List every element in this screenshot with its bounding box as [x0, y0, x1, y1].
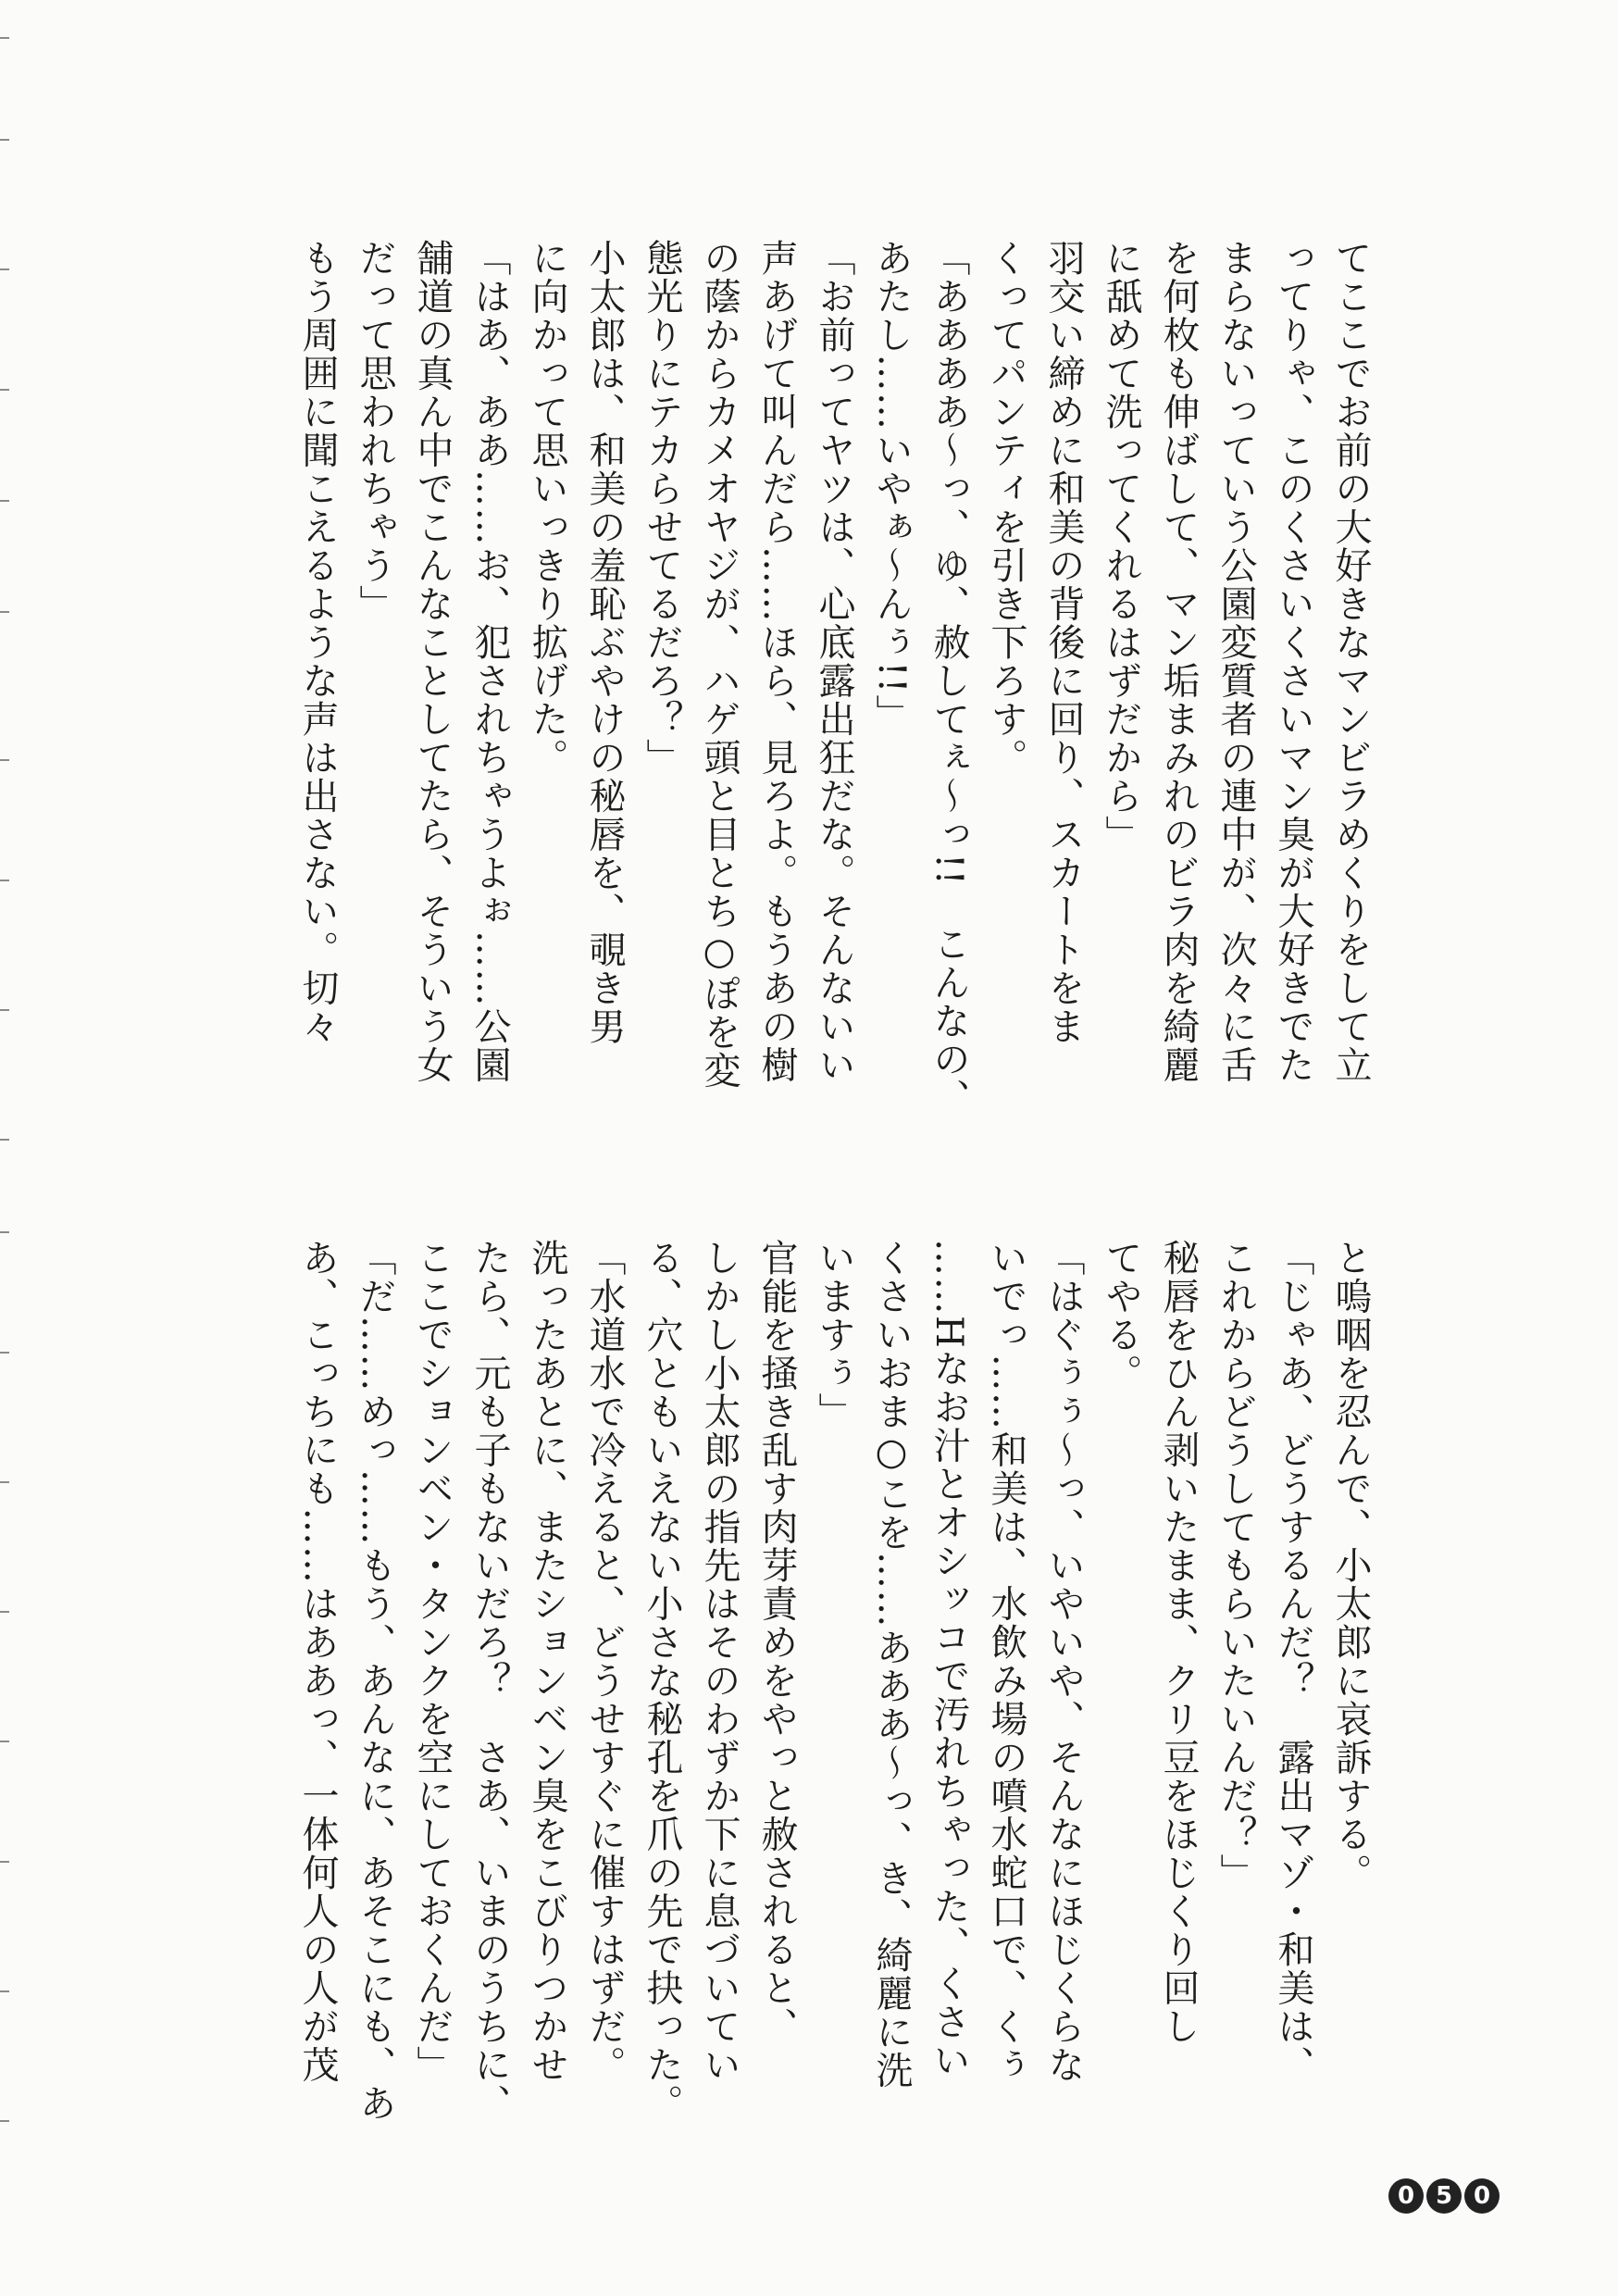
text-line: くさいおま○こを……あああ～っ、き、綺麗に洗 [870, 1239, 913, 2090]
text-line: を何枚も伸ばして、マン垢まみれのビラ肉を綺麗 [1157, 239, 1200, 1084]
binding-mark [0, 1611, 9, 1613]
text-line: たら、元も子もないだろ？ さあ、いまのうちに、 [468, 1239, 511, 2123]
binding-mark [0, 1990, 9, 1992]
binding-mark [0, 500, 9, 502]
binding-mark [0, 389, 9, 391]
text-line: いでっ……和美は、水飲み場の噴水蛇口で、くぅ [985, 1239, 1027, 2084]
binding-mark [0, 1009, 9, 1011]
text-line: 舗道の真ん中でこんなことしてたら、そういう女 [411, 239, 454, 1084]
binding-mark [0, 1139, 9, 1141]
binding-edge-marks [0, 0, 11, 2296]
binding-mark [0, 1741, 9, 1742]
page-number-digit: 0 [1464, 2178, 1500, 2214]
text-line: あたし……いやぁ～んぅ!!」 [870, 239, 913, 733]
text-line: 声あげて叫んだら……ほら、見ろよ。もうあの樹 [755, 239, 798, 1084]
text-line: 「お前ってヤツは、心底露出狂だな。そんないい [813, 239, 855, 1084]
text-line: しかし小太郎の指先はそのわずか下に息づいてい [698, 1239, 741, 2084]
binding-mark [0, 1352, 9, 1354]
text-line: 官能を掻き乱す肉芽責めをやっと赦されると、 [755, 1239, 798, 2046]
text-line: まらないっていう公園変質者の連中が、次々に舌 [1214, 239, 1257, 1084]
text-line: 「水道水で冷えると、どうせすぐに催すはずだ。 [583, 1239, 626, 2084]
text-line: てここでお前の大好きなマンビラめくりをして立 [1329, 239, 1372, 1084]
binding-mark [0, 759, 9, 761]
text-line: ……Hなお汁とオシッコで汚れちゃった、くさい [927, 1239, 970, 2079]
text-line: てやる。 [1100, 1239, 1142, 1392]
text-line: 洗ったあとに、またションベン臭をこびりつかせ [526, 1239, 568, 2084]
page-number [1388, 2178, 1500, 2214]
text-line: 「はぐぅぅ～っ、いやいや、そんなにほじくらな [1042, 1239, 1085, 2084]
binding-mark [0, 1481, 9, 1483]
binding-mark [0, 880, 9, 881]
text-line: に舐めて洗ってくれるはずだから」 [1100, 239, 1142, 854]
text-line: いますぅ」 [813, 1239, 855, 1431]
text-column-block-top [222, 239, 1379, 1165]
binding-mark [0, 268, 9, 270]
binding-mark [0, 37, 9, 39]
text-line: 羽交い締めに和美の背後に回り、スカートをま [1042, 239, 1085, 1046]
text-line: の蔭からカメオヤジが、ハゲ頭と目とち○ぽを変 [698, 239, 741, 1090]
text-column-block-bottom [222, 1239, 1379, 2165]
text-line: 小太郎は、和美の羞恥ぶやけの秘唇を、覗き男 [583, 239, 626, 1046]
text-line: る、穴ともいえない小さな秘孔を爪の先で抉った。 [641, 1239, 683, 2123]
text-line: 態光りにテカらせてるだろ？」 [641, 239, 683, 777]
binding-mark [0, 139, 9, 141]
page-number-digit: 0 [1388, 2178, 1424, 2214]
text-line: 「はあ、ああ……お、犯されちゃうよぉ……公園 [468, 239, 511, 1084]
text-line: 「じゃあ、どうするんだ？ 露出マゾ・和美は、 [1272, 1239, 1314, 2084]
text-line: もう周囲に聞こえるような声は出さない。切々 [296, 239, 339, 1046]
binding-mark [0, 1861, 9, 1863]
text-line: と嗚咽を忍んで、小太郎に哀訴する。 [1329, 1239, 1372, 1892]
text-line: 「ああああ～っ、ゆ、赦してぇ～っ!! こんなの、 [927, 239, 970, 1117]
text-line: だって思われちゃう」 [354, 239, 396, 623]
text-line: 「だ……めっ……もう、あんなに、あそこにも、あ [354, 1239, 396, 2123]
binding-mark [0, 611, 9, 613]
text-line: に向かって思いっきり拡げた。 [526, 239, 568, 777]
page-number-digit: 5 [1426, 2178, 1462, 2214]
binding-mark [0, 2120, 9, 2122]
text-line: これからどうしてもらいたいんだ？」 [1214, 1239, 1257, 1892]
binding-mark [0, 1231, 9, 1233]
text-line: あ、こっちにも……はああっ、一体何人の人が茂 [296, 1239, 339, 2084]
text-line: ここでションベン・タンクを空にしておくんだ」 [411, 1239, 454, 2084]
text-line: ってりゃ、このくさいくさいマン臭が大好きでた [1272, 239, 1314, 1084]
text-line: 秘唇をひん剥いたまま、クリ豆をほじくり回し [1157, 1239, 1200, 2046]
text-line: くってパンティを引き下ろす。 [985, 239, 1027, 777]
